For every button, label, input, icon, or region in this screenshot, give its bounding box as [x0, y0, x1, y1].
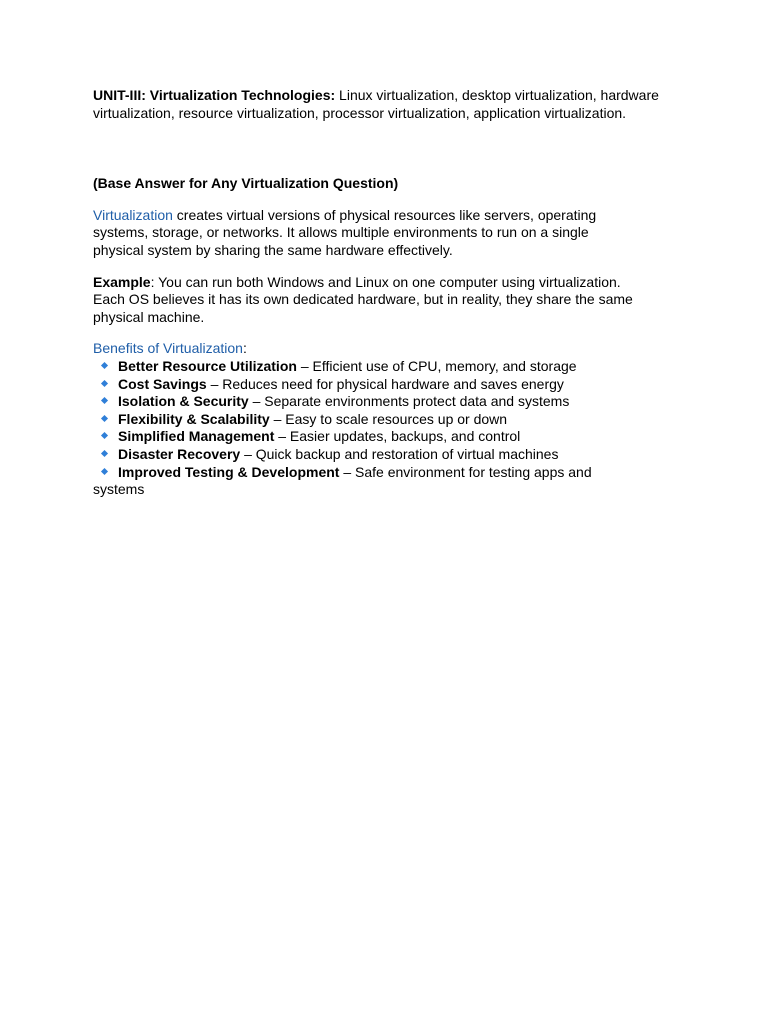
benefit-desc: – Quick backup and restoration of virtual machines — [240, 445, 559, 462]
document-page — [93, 87, 678, 499]
benefit-title: Cost Savings — [118, 375, 207, 392]
diamond-bullet-icon — [101, 467, 108, 474]
list-item — [93, 393, 633, 411]
list-item — [93, 376, 633, 394]
benefit-desc: – Safe environment for testing apps and — [339, 463, 592, 480]
diamond-bullet-icon — [101, 432, 108, 439]
benefits-heading-text: Benefits of Virtualization — [93, 340, 243, 357]
benefit-title: Improved Testing & Development — [118, 463, 340, 480]
example-label: Example — [93, 273, 151, 290]
example-text: : You can run both Windows and Linux on one computer using virtualization. Each OS believes it has its own dedicated hardware, but in reality, they share the same physical machine. — [93, 273, 633, 325]
unit-label: UNIT-III: Virtualization Technologies: — [93, 87, 336, 103]
diamond-bullet-icon — [101, 450, 108, 457]
benefits-list — [93, 358, 633, 499]
diamond-bullet-icon — [101, 362, 108, 369]
diamond-bullet-icon — [101, 379, 108, 386]
base-answer-heading: (Base Answer for Any Virtualization Question) — [93, 175, 399, 192]
benefits-heading — [93, 340, 678, 358]
list-item — [93, 411, 633, 429]
benefit-desc: – Efficient use of CPU, memory, and storage — [296, 357, 577, 374]
benefit-title: Isolation & Security — [118, 393, 249, 410]
benefit-desc: – Reduces need for physical hardware and saves energy — [206, 375, 564, 392]
unit-heading — [93, 87, 678, 122]
unit-topics: Linux virtualization, desktop virtualization, hardware virtualization, resource virtualization, processor virtualization, application virtualization. — [93, 87, 659, 121]
intro-paragraph — [93, 207, 633, 260]
diamond-bullet-icon — [101, 397, 108, 404]
benefit-title: Better Resource Utilization — [118, 357, 297, 374]
intro-term: Virtualization — [93, 206, 173, 223]
example-paragraph — [93, 274, 633, 327]
benefit-desc: – Easy to scale resources up or down — [269, 410, 508, 427]
list-item — [93, 446, 633, 464]
intro-text: creates virtual versions of physical resources like servers, operating systems, storage, or networks. It allows multiple environments to run on a single physical system by sharing the same hardware effectively. — [93, 206, 597, 258]
benefit-title: Flexibility & Scalability — [118, 410, 270, 427]
list-item — [93, 464, 633, 499]
diamond-bullet-icon — [101, 415, 108, 422]
benefits-heading-colon: : — [242, 340, 247, 357]
list-item — [93, 428, 633, 446]
benefit-title: Simplified Management — [118, 428, 275, 445]
benefit-desc: – Easier updates, backups, and control — [274, 428, 521, 445]
benefit-desc-wrap: systems — [93, 481, 145, 498]
list-item — [93, 358, 633, 376]
benefit-desc: – Separate environments protect data and systems — [248, 393, 570, 410]
benefit-title: Disaster Recovery — [118, 445, 241, 462]
